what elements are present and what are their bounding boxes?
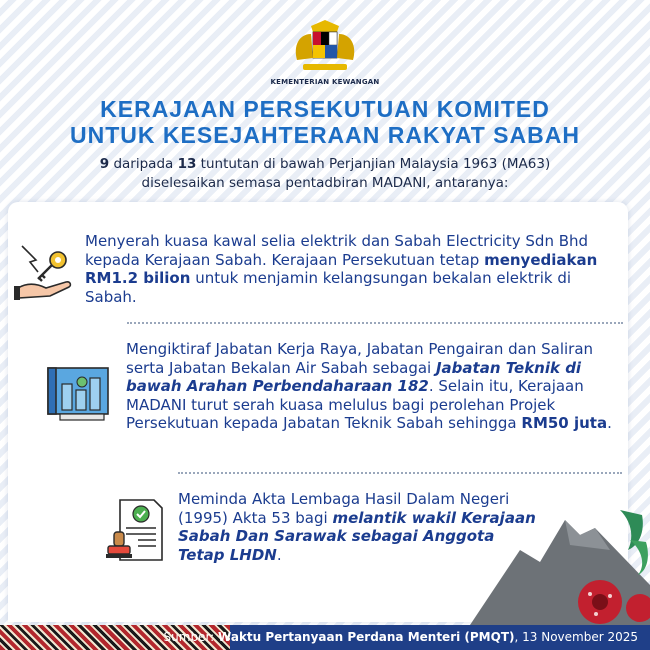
item-2-bold1: Jabatan Teknik di bawah Arahan Perbendaharaan 182 [126, 358, 582, 395]
ministry-name: KEMENTERIAN KEWANGAN [270, 78, 380, 86]
divider-1 [127, 322, 623, 324]
certificate-stamp-icon [106, 498, 164, 564]
item-3-bold: melantik wakil Kerajaan Sabah Dan Sarawak sebagai Anggota Tetap LHDN [178, 508, 536, 564]
subtitle-line-2: diselesaikan semasa pentadbiran MADANI, antaranya: [141, 175, 509, 191]
item-3-seg1: Meminda Akta Lembaga Hasil Dalam Negeri (1995) Akta 53 bagi [178, 490, 510, 527]
subtitle-line-1 [0, 155, 650, 174]
item-1-bold: menyediakan RM1.2 bilion [85, 250, 598, 287]
footer-bar [0, 625, 650, 650]
item-2-seg3: . [607, 414, 612, 432]
subtitle-rest: tuntutan di bawah Perjanjian Malaysia 1963 (MA63) [196, 156, 551, 172]
source-name: Waktu Pertanyaan Perdana Menteri (PMQT) [218, 630, 515, 644]
source-label: Sumber: [163, 630, 219, 644]
blueprint-city-icon [46, 364, 112, 424]
item-2-seg2: . Selain itu, Kerajaan MADANI turut serah kuasa melulus bagi perolehan Projek Persekutuan kepada Jabatan Teknik Sabah sehingga [126, 377, 584, 432]
subtitle [0, 155, 650, 193]
title-line-2: UNTUK KESEJAHTERAAN RAKYAT SABAH [70, 122, 580, 148]
item-2-text [126, 340, 626, 433]
item-2-bold2: RM50 juta [521, 414, 608, 432]
subtitle-daripada: daripada [109, 156, 178, 172]
item-1-seg1: Menyerah kuasa kawal selia elektrik dan Sabah Electricity Sdn Bhd kepada Kerajaan Sabah. Kerajaan Persekutuan tetap [85, 232, 589, 269]
mountain-rafflesia-illustration [470, 490, 650, 625]
divider-2 [178, 472, 622, 474]
coat-of-arms-logo [289, 18, 361, 76]
item-3-seg2: . [276, 545, 282, 564]
subtitle-num-a: 9 [99, 156, 110, 172]
source-citation [164, 630, 638, 644]
subtitle-num-b: 13 [177, 156, 197, 172]
item-1-text [85, 232, 605, 306]
item-1-seg2: untuk menjamin kelangsungan bekalan elektrik di Sabah. [85, 269, 572, 306]
hand-key-icon [14, 238, 76, 302]
title-line-1: KERAJAAN PERSEKUTUAN KOMITED [100, 96, 550, 122]
source-date: , 13 November 2025 [514, 630, 638, 644]
item-2-seg1: Mengiktiraf Jabatan Kerja Raya, Jabatan Pengairan dan Saliran serta Jabatan Bekalan Air Sabah sebagai [126, 340, 594, 377]
